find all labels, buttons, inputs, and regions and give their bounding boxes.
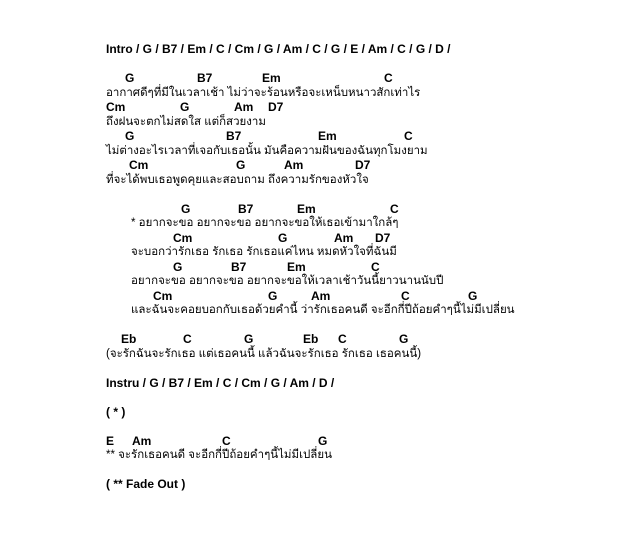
lyric-line: อากาศดีๆที่มีในเวลาเช้า ไม่ว่าจะร้อนหรือจะเหน็บหนาวสักเท่าไร — [106, 87, 421, 99]
chord: Cm — [106, 100, 126, 114]
chord: D7 — [268, 100, 284, 114]
chord: B7 — [231, 260, 247, 274]
chord: Am — [234, 100, 254, 114]
chord: B7 — [238, 202, 254, 216]
chord: Am — [132, 434, 152, 448]
fade-out-marker: ( ** Fade Out ) — [106, 477, 186, 491]
chord: Am — [284, 158, 304, 172]
lyric-line: ถึงฝนจะตกไม่สดใส แต่ก็สวยงาม — [106, 116, 266, 128]
chord: G — [173, 260, 183, 274]
chord: G — [244, 332, 254, 346]
chord: Cm — [129, 158, 149, 172]
chord: G — [181, 202, 191, 216]
lyric-line: ** จะรักเธอคนดี จะอีกกี่ปีถ้อยคำๆนี้ไม่มีเปลี่ยน — [106, 449, 332, 461]
chord: G — [125, 129, 135, 143]
chord: G — [236, 158, 246, 172]
intro-line: Intro / G / B7 / Em / C / Cm / G / Am / C / G / E / Am / C / G / D / — [106, 42, 451, 56]
chord: C — [390, 202, 399, 216]
lyric-line: จะบอกว่ารักเธอ รักเธอ รักเธอแค่ไหน หมดหัวใจที่ฉันมี — [131, 246, 397, 258]
lyric-line: (จะรักฉันจะรักเธอ แต่เธอคนนี้ แล้วฉันจะรักเธอ รักเธอ เธอคนนี้) — [106, 348, 422, 360]
lyric-line: ที่จะได้พบเธอพูดคุยและสอบถาม ถึงความรักของหัวใจ — [106, 174, 369, 186]
lyric-line: ไม่ต่างอะไรเวลาที่เจอกับเธอนั้น มันคือความฝันของฉันทุกโมงยาม — [106, 145, 428, 157]
chord: Am — [334, 231, 354, 245]
chord: G — [268, 289, 278, 303]
chord: G — [278, 231, 288, 245]
chord: E — [106, 434, 115, 448]
chord: Am — [311, 289, 331, 303]
chord: B7 — [197, 71, 213, 85]
lyric-line: * อยากจะขอ อยากจะขอ อยากจะขอให้เธอเข้ามาใกล้ๆ — [131, 217, 399, 229]
repeat-chorus-marker: ( * ) — [106, 405, 126, 419]
lyric-line: อยากจะขอ อยากจะขอ อยากจะขอให้เวลาเช้าวันนี้ยาวนานนับปี — [131, 275, 444, 287]
chord: G — [125, 71, 135, 85]
chord: C — [338, 332, 347, 346]
chord: Em — [287, 260, 306, 274]
chord: C — [371, 260, 380, 274]
chord: Em — [262, 71, 281, 85]
chord: G — [318, 434, 328, 448]
chord: Eb — [303, 332, 319, 346]
chord: C — [384, 71, 393, 85]
chord: G — [468, 289, 478, 303]
chord: C — [183, 332, 192, 346]
chord: Em — [318, 129, 337, 143]
chord: G — [180, 100, 190, 114]
chord: D7 — [355, 158, 371, 172]
lyric-line: และฉันจะคอยบอกกับเธอด้วยคำนี้ ว่ารักเธอคนดี จะอีกกี่ปีถ้อยคำๆนี้ไม่มีเปลี่ยน — [131, 304, 515, 316]
chord: Cm — [173, 231, 193, 245]
chord: D7 — [375, 231, 391, 245]
instru-line: Instru / G / B7 / Em / C / Cm / G / Am / D / — [106, 376, 335, 390]
chord: C — [401, 289, 410, 303]
chord: Cm — [153, 289, 173, 303]
chord: C — [222, 434, 231, 448]
chord: C — [404, 129, 413, 143]
chord: Em — [297, 202, 316, 216]
chord: G — [399, 332, 409, 346]
chord: Eb — [121, 332, 137, 346]
chord: B7 — [226, 129, 242, 143]
